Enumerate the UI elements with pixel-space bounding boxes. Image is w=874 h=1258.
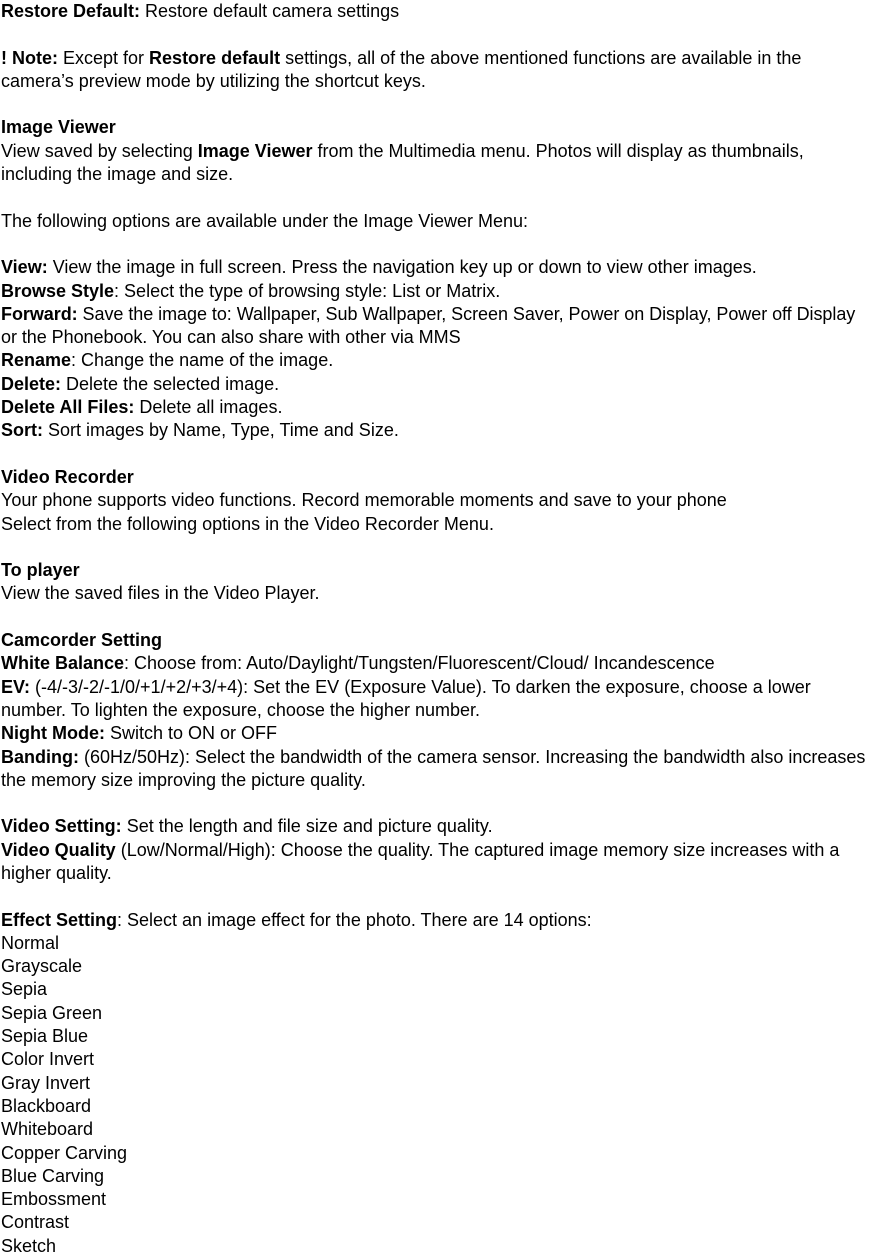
- to-player-text: View the saved files in the Video Player.: [1, 583, 320, 604]
- spacer: [1, 443, 874, 466]
- camcorder-heading: [1, 629, 874, 652]
- option-delete-all: [1, 396, 874, 419]
- camcorder-white-balance: [1, 652, 874, 675]
- setting-text: (Low/Normal/High): Choose the quality. The captured image memory size increases with a higher quality.: [1, 839, 840, 883]
- option-label: Delete All Files:: [1, 397, 135, 418]
- camcorder-ev: [1, 676, 874, 723]
- to-player-heading: [1, 559, 874, 582]
- spacer: [1, 93, 874, 116]
- setting-text: : Choose from: Auto/Daylight/Tungsten/Fluorescent/Cloud/ Incandescence: [124, 653, 715, 674]
- option-text: Delete the selected image.: [61, 373, 280, 394]
- effect-option: Sepia Green: [1, 1002, 103, 1023]
- image-viewer-heading: [1, 116, 874, 139]
- option-forward: [1, 303, 874, 350]
- note-bold-term: Restore default: [149, 47, 281, 68]
- effect-option: Embossment: [1, 1189, 107, 1210]
- effect-option: Sketch: [1, 1235, 57, 1256]
- setting-label: Night Mode:: [1, 723, 105, 744]
- setting-text: Switch to ON or OFF: [104, 723, 278, 744]
- section-heading: Video Recorder: [1, 466, 134, 487]
- setting-label: Video Setting:: [1, 816, 122, 837]
- option-text: Sort images by Name, Type, Time and Size.: [43, 420, 399, 441]
- effect-option: Sepia Blue: [1, 1026, 89, 1047]
- effect-setting-line: [1, 909, 874, 932]
- spacer: [1, 885, 874, 908]
- setting-label: White Balance: [1, 653, 125, 674]
- video-recorder-line-2: Select from the following options in the Video Recorder Menu.: [1, 513, 494, 534]
- section-heading: Image Viewer: [1, 117, 116, 138]
- option-view: [1, 256, 874, 279]
- image-viewer-options-intro: The following options are available under the Image Viewer Menu:: [1, 210, 528, 231]
- effect-option: Sepia: [1, 979, 48, 1000]
- effect-option: Gray Invert: [1, 1072, 91, 1093]
- spacer: [1, 233, 874, 256]
- setting-label: EV:: [1, 676, 31, 697]
- setting-label: Banding:: [1, 746, 79, 767]
- spacer: [1, 23, 874, 46]
- option-label: Browse Style: [1, 280, 115, 301]
- option-label: Sort:: [1, 420, 43, 441]
- restore-default-line: [1, 0, 874, 23]
- setting-label: Video Quality: [1, 839, 116, 860]
- effect-option: Normal: [1, 932, 60, 953]
- restore-default-label: Restore Default:: [1, 1, 141, 21]
- video-recorder-heading: [1, 466, 874, 489]
- option-label: View:: [1, 257, 48, 278]
- intro-bold-term: Image Viewer: [197, 140, 313, 161]
- camcorder-banding: [1, 746, 874, 793]
- manual-page: [1, 0, 874, 1258]
- restore-default-text: Restore default camera settings: [140, 1, 400, 21]
- spacer: [1, 606, 874, 629]
- setting-text: (-4/-3/-2/-1/0/+1/+2/+3/+4): Set the EV (Exposure Value). To darken the exposure, choose a lower number. To lighten the exposure, choose the higher number.: [1, 676, 811, 720]
- option-label: Forward:: [1, 303, 78, 324]
- intro-text-after: from the Multimedia menu. Photos will display as thumbnails, including the image and size.: [1, 140, 804, 185]
- option-delete: [1, 373, 874, 396]
- effect-option: Copper Carving: [1, 1142, 128, 1163]
- option-text: View the image in full screen. Press the navigation key up or down to view other images.: [47, 257, 757, 278]
- intro-text: View saved by selecting: [1, 140, 198, 161]
- setting-text: (60Hz/50Hz): Select the bandwidth of the camera sensor. Increasing the bandwidth also increases the memory size improving the picture quality.: [1, 746, 866, 790]
- note-text: Except for: [58, 47, 150, 68]
- video-quality-line: [1, 839, 874, 886]
- video-setting-line: [1, 815, 874, 838]
- option-browse-style: [1, 280, 874, 303]
- camcorder-night-mode: [1, 722, 874, 745]
- spacer: [1, 536, 874, 559]
- spacer: [1, 792, 874, 815]
- spacer: [1, 186, 874, 209]
- option-label: Delete:: [1, 373, 62, 394]
- note-paragraph: [1, 47, 874, 94]
- effect-option: Whiteboard: [1, 1119, 94, 1140]
- effect-option: Contrast: [1, 1212, 70, 1233]
- option-text: : Change the name of the image.: [71, 350, 334, 371]
- option-text: Save the image to: Wallpaper, Sub Wallpaper, Screen Saver, Power on Display, Power off Display or the Phonebook. You can also share with other via MMS: [1, 303, 856, 348]
- setting-label: Effect Setting: [1, 909, 118, 930]
- option-text: : Select the type of browsing style: List or Matrix.: [114, 280, 501, 301]
- effect-option: Grayscale: [1, 956, 83, 977]
- effect-option: Blackboard: [1, 1095, 92, 1116]
- image-viewer-intro: [1, 140, 874, 187]
- section-heading: To player: [1, 560, 80, 581]
- setting-text: : Select an image effect for the photo. There are 14 options:: [117, 909, 592, 930]
- option-text: Delete all images.: [134, 397, 283, 418]
- option-sort: [1, 419, 874, 442]
- effect-option: Blue Carving: [1, 1165, 105, 1186]
- note-text-after: settings, all of the above mentioned functions are available in the camera’s preview mode by utilizing the shortcut keys.: [1, 47, 802, 91]
- option-rename: [1, 349, 874, 372]
- section-heading: Camcorder Setting: [1, 630, 163, 651]
- option-label: Rename: [1, 350, 72, 371]
- setting-text: Set the length and file size and picture quality.: [121, 816, 493, 837]
- note-label: ! Note:: [1, 47, 58, 68]
- effect-option: Color Invert: [1, 1049, 95, 1070]
- video-recorder-line-1: Your phone supports video functions. Record memorable moments and save to your phone: [1, 490, 727, 511]
